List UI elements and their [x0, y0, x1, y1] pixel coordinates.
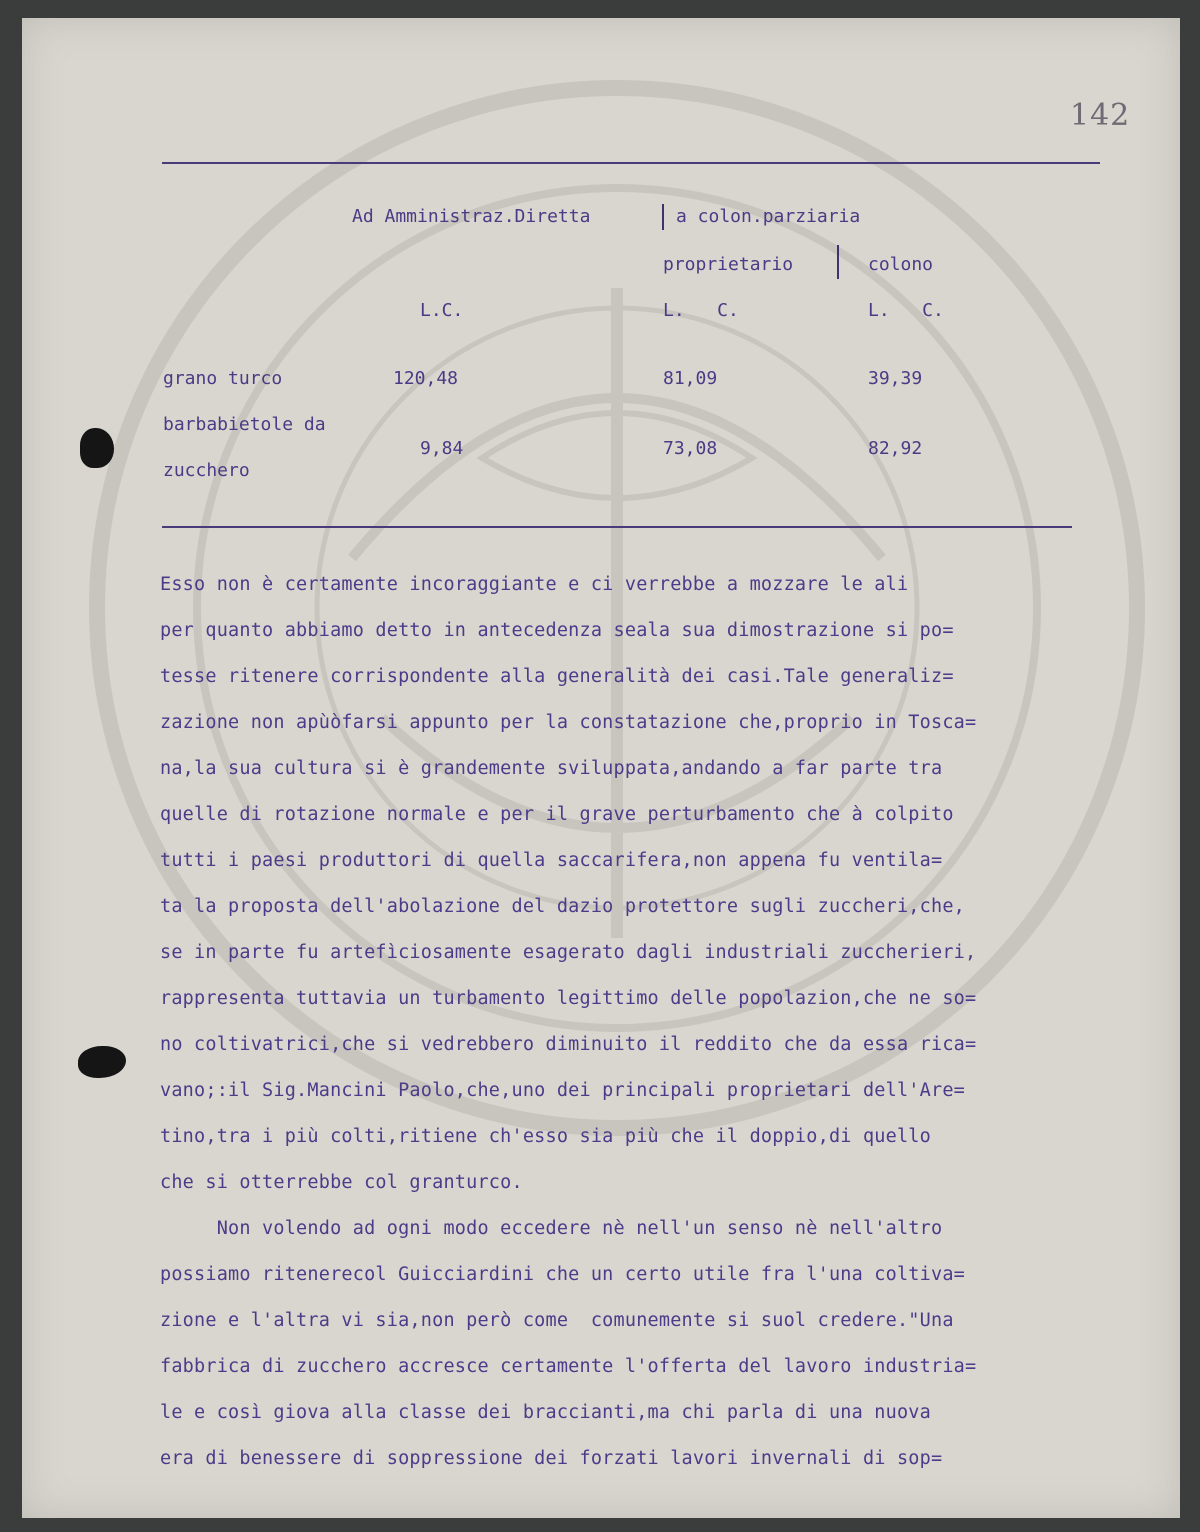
paragraph-line: per quanto abbiamo detto in antecedenza seala sua dimostrazione si po= — [160, 620, 954, 641]
paragraph-line: possiamo ritenerecol Guicciardini che un certo utile fra l'una coltiva= — [160, 1264, 965, 1285]
paragraph-line: era di benessere di soppressione dei forzati lavori invernali di sop= — [160, 1448, 943, 1469]
ink-blot — [80, 428, 114, 468]
column-header-colonia: a colon.parziaria — [676, 206, 861, 227]
row-admin-value: 120,48 — [393, 368, 459, 389]
paragraph-line: zione e l'altra vi sia,non però come comunemente si suol credere."Una — [160, 1310, 954, 1331]
row-admin-value: 9,84 — [420, 438, 464, 459]
paragraph-line: se in parte fu artefìciosamente esagerato dagli industriali zuccherieri, — [160, 942, 977, 963]
paragraph-line: rappresenta tuttavia un turbamento legittimo delle popolazion,che ne so= — [160, 988, 977, 1009]
paragraph-line: no coltivatrici,che si vedrebbero diminuito il reddito che da essa rica= — [160, 1034, 977, 1055]
paragraph-line: vano;:il Sig.Mancini Paolo,che,uno dei principali proprietari dell'Are= — [160, 1080, 965, 1101]
document-page — [22, 18, 1180, 1518]
page-number: 142 — [1070, 98, 1131, 133]
paragraph-line: na,la sua cultura si è grandemente sviluppata,andando a far parte tra — [160, 758, 943, 779]
top-rule — [162, 162, 1100, 164]
paragraph-line: che si otterrebbe col granturco. — [160, 1172, 523, 1193]
paragraph-line: fabbrica di zucchero accresce certamente l'offerta del lavoro industria= — [160, 1356, 977, 1377]
paragraph-line: quelle di rotazione normale e per il grave perturbamento che à colpito — [160, 804, 954, 825]
paragraph-line: ta la proposta dell'abolazione del dazio protettore sugli zuccheri,che, — [160, 896, 965, 917]
unit-admin: L.C. — [420, 300, 464, 321]
row-prop-value: 73,08 — [663, 438, 718, 459]
subheader-colono: colono — [868, 254, 934, 275]
row-label: grano turco — [163, 368, 283, 389]
row-prop-value: 81,09 — [663, 368, 718, 389]
paragraph-line: Esso non è certamente incoraggiante e ci verrebbe a mozzare le ali — [160, 574, 909, 595]
column-header-admin: Ad Amministraz.Diretta — [352, 206, 591, 227]
row-colono-value: 39,39 — [868, 368, 923, 389]
column-divider — [662, 204, 664, 230]
subcolumn-divider — [837, 245, 839, 279]
paragraph-line: tino,tra i più colti,ritiene ch'esso sia più che il doppio,di quello — [160, 1126, 931, 1147]
row-label: barbabietole da — [163, 414, 326, 435]
paragraph-line: tutti i paesi produttori di quella saccarifera,non appena fu ventila= — [160, 850, 943, 871]
unit-proprietario: L. C. — [663, 300, 739, 321]
paragraph-line: le e così giova alla classe dei braccianti,ma chi parla di una nuova — [160, 1402, 931, 1423]
row-colono-value: 82,92 — [868, 438, 923, 459]
paragraph-line: zazione non apùòfarsi appunto per la constatazione che,proprio in Tosca= — [160, 712, 977, 733]
paragraph-line: tesse ritenere corrispondente alla generalità dei casi.Tale generaliz= — [160, 666, 954, 687]
subheader-proprietario: proprietario — [663, 254, 794, 275]
bottom-rule — [162, 526, 1072, 528]
unit-colono: L. C. — [868, 300, 944, 321]
paragraph-line: Non volendo ad ogni modo eccedere nè nell'un senso nè nell'altro — [160, 1218, 943, 1239]
row-label-continued: zucchero — [163, 460, 250, 481]
